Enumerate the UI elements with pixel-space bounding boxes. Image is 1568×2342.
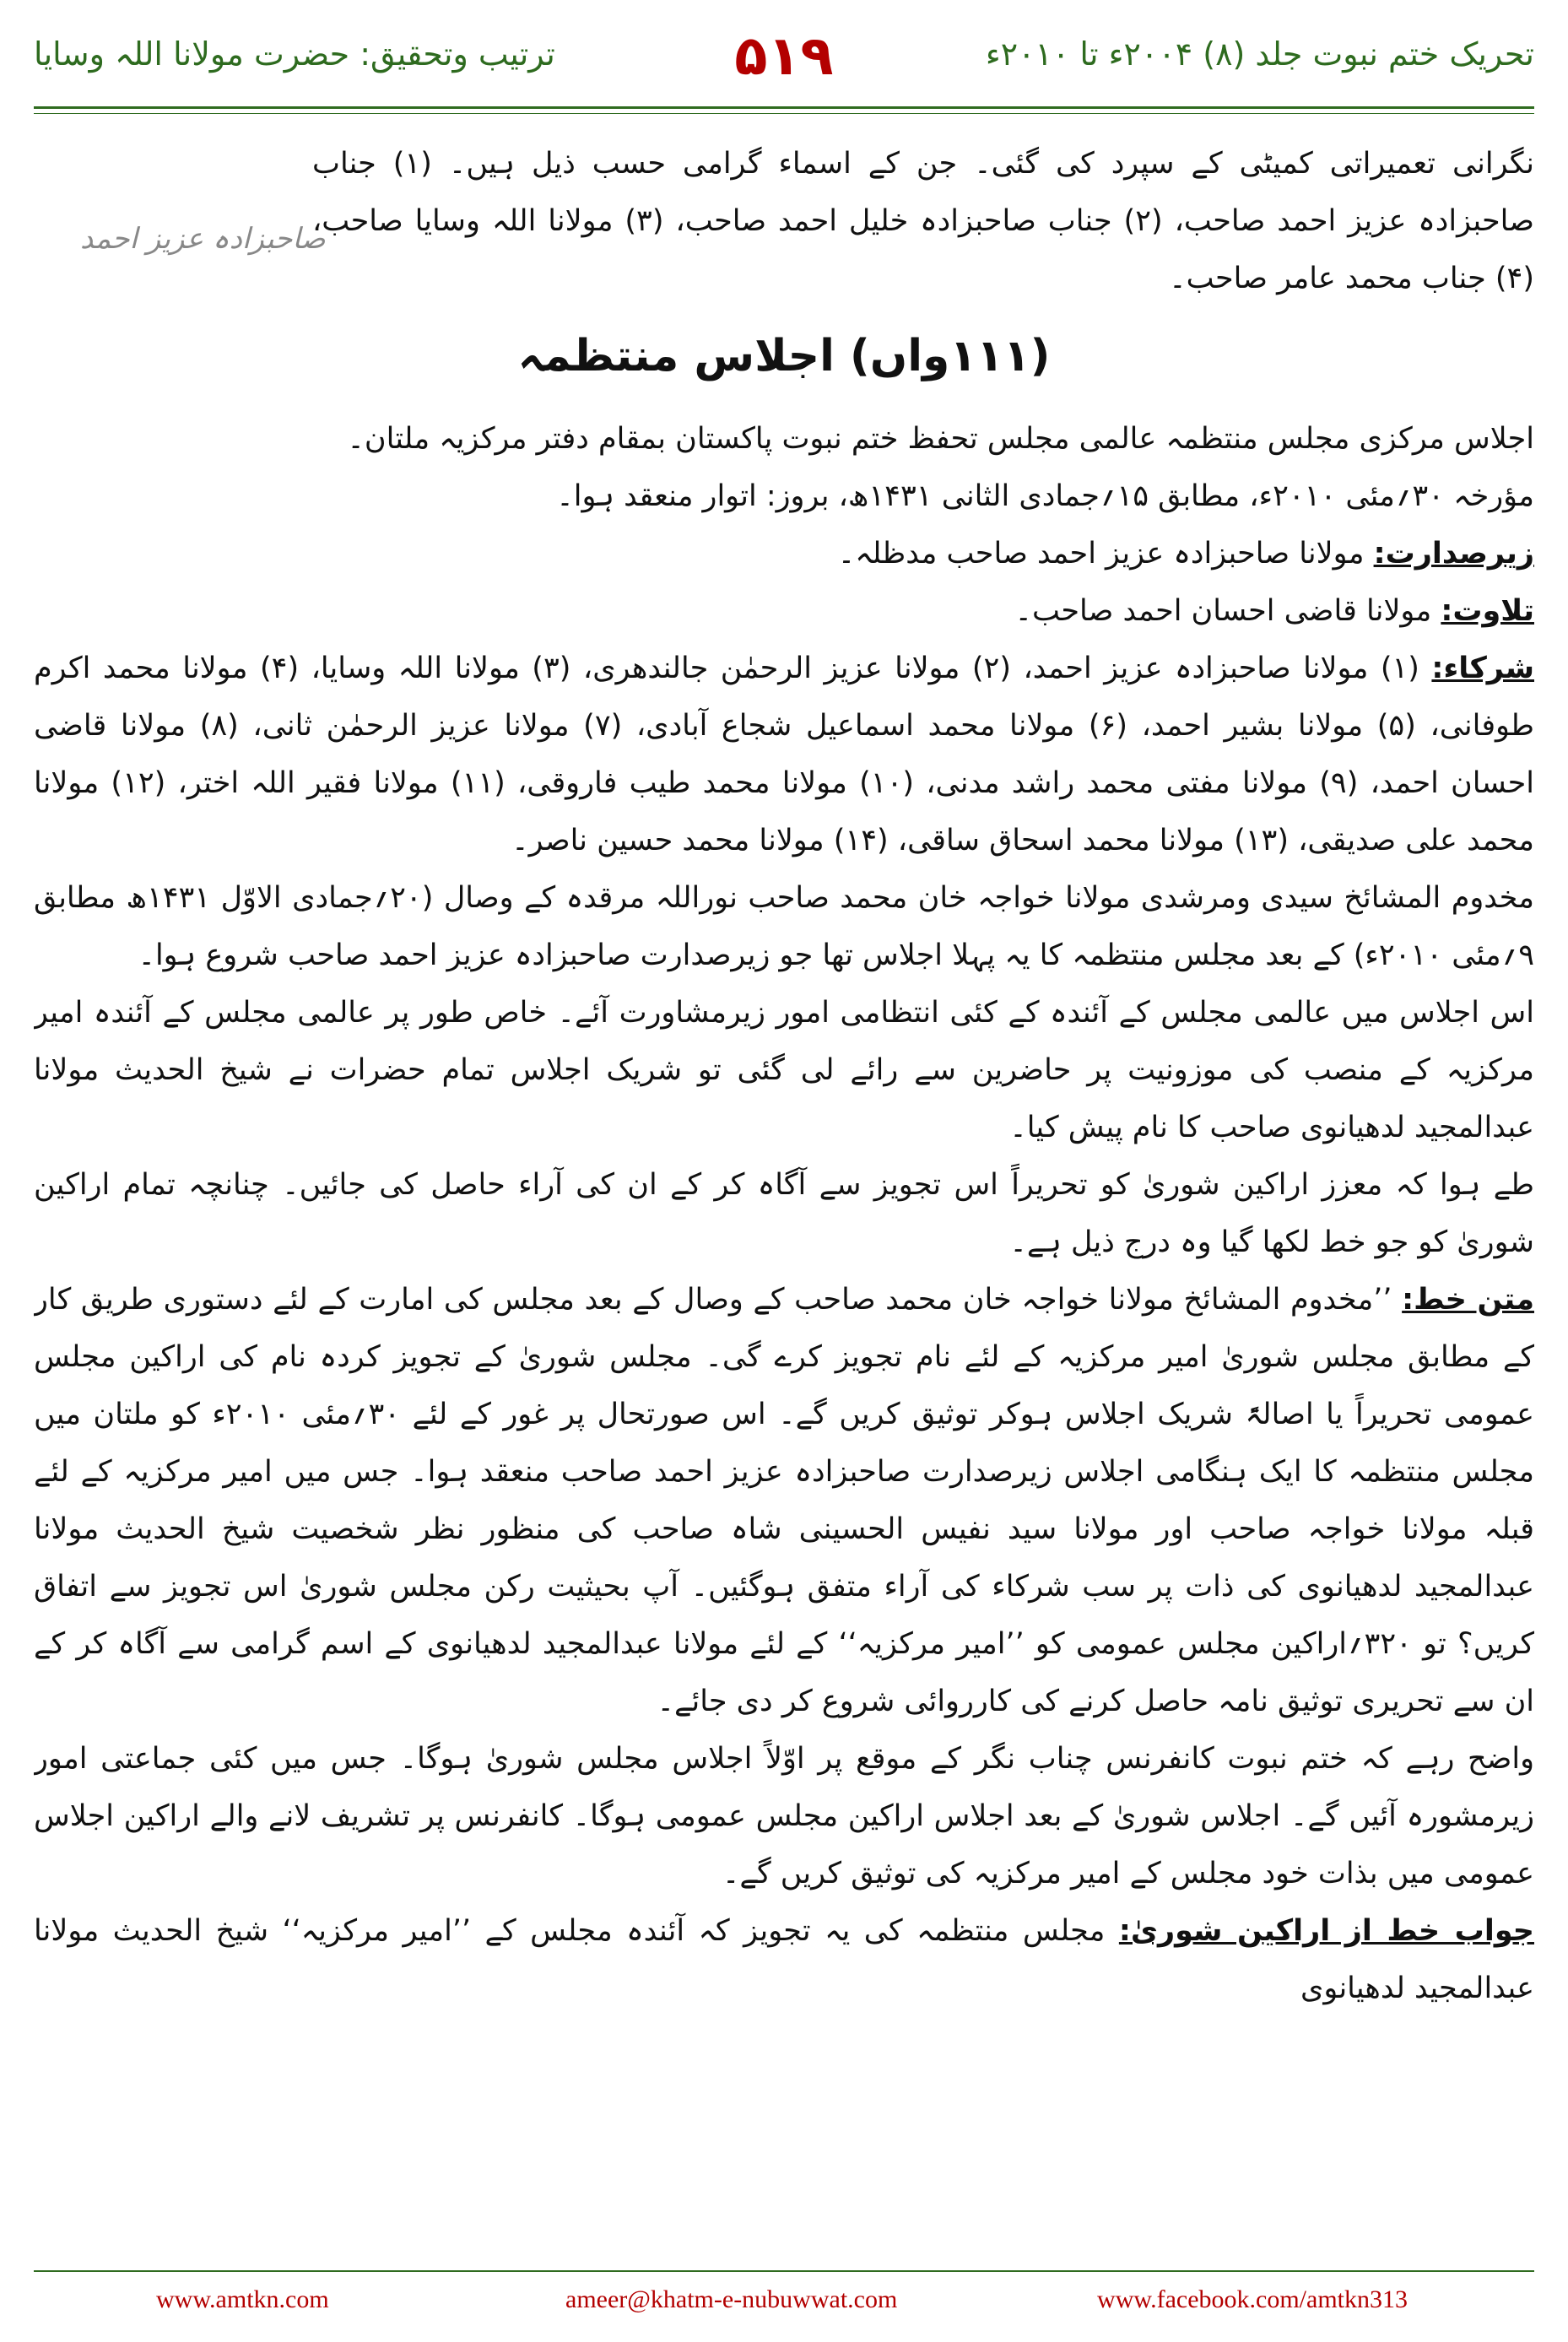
facebook-link[interactable]: www.facebook.com/amtkn313 (1097, 2285, 1408, 2313)
presidency-label: زیرصدارت: (1373, 537, 1534, 571)
paragraph-meeting-date: مؤرخہ ۳۰؍مئی ۲۰۱۰ء، مطابق ۱۵؍جمادی الثانی ۱۴۳۱ھ، بروز: اتوار منعقد ہوا۔ (556, 479, 1534, 513)
handwritten-signature: صاحبزادہ عزیز احمد (80, 222, 326, 256)
paragraph-letter-text (34, 1271, 1534, 1730)
letter-text-body: ’’مخدوم المشائخ مولانا خواجہ خان محمد صاحب کے وصال کے بعد مجلس کی امارت کے لئے دستوری طریق کار کے مطابق مجلس شوریٰ امیر مرکزیہ کے لئے نام تجویز کرے گی۔ مجلس شوریٰ کے تجویز کردہ نام کی اراکین مجلس عمومی تحریراً یا اصالۃً شریک اجلاس ہوکر توثیق کریں گے۔ اس صورتحال پر غور کے لئے ۳۰؍مئی ۲۰۱۰ء کو ملتان میں مجلس منتظمہ کا ایک ہنگامی اجلاس زیرصدارت صاحبزادہ عزیز احمد صاحب منعقد ہوا۔ جس میں امیر مرکزیہ کے لئے قبلہ مولانا خواجہ صاحب اور مولانا سید نفیس الحسینی شاہ صاحب کی منظور نظر شخصیت شیخ الحدیث مولانا عبدالمجید لدھیانوی کی ذات پر سب شرکاء کی آراء متفق ہوگئیں۔ آپ بحیثیت رکن مجلس شوریٰ اس تجویز سے اتفاق کریں؟ تو ۳۲۰؍اراکین مجلس عمومی کو ’’امیر مرکزیہ‘‘ کے لئے مولانا عبدالمجید لدھیانوی کے اسم گرامی سے آگاہ کر کے ان سے تحریری توثیق نامہ حاصل کرنے کی کارروائی شروع کر دی جائے۔ (34, 1283, 1534, 1718)
paragraph-discussion: اس اجلاس میں عالمی مجلس کے آئندہ کے کئی انتظامی امور زیرمشاورت آئے۔ خاص طور پر عالمی مجلس کے آئندہ امیر مرکزیہ کے منصب کی موزونیت پر حاضرین سے رائے لی گئی تو شریک اجلاس تمام حضرات نے شیخ الحدیث مولانا عبدالمجید لدھیانوی صاحب کا نام پیش کیا۔ (34, 996, 1534, 1144)
paragraph-decision: طے ہوا کہ معزز اراکین شوریٰ کو تحریراً اس تجویز سے آگاہ کر کے ان کی آراء حاصل کی جائیں۔ چنانچہ تمام اراکین شوریٰ کو جو خط لکھا گیا وہ درج ذیل ہے۔ (34, 1168, 1534, 1259)
participants-label: شرکاء: (1431, 652, 1534, 685)
page-body (34, 135, 1534, 2186)
compiler-credit: ترتیب وتحقیق: حضرت مولانا اللہ وسایا (34, 35, 555, 73)
paragraph-recitation (34, 582, 1534, 640)
recitation-text: مولانا قاضی احسان احمد صاحب۔ (1014, 594, 1441, 628)
paragraph-committee: نگرانی تعمیراتی کمیٹی کے سپرد کی گئی۔ جن کے اسماء گرامی حسب ذیل ہیں۔ (۱) جناب صاحبزادہ عزیز احمد صاحب، (۲) جناب صاحبزادہ خلیل احمد صاحب، (۳) مولانا اللہ وسایا صاحب، (۴) جناب محمد عامر صاحب۔ (312, 147, 1534, 295)
reply-label: جواب خط از اراکین شوریٰ: (1118, 1914, 1534, 1948)
participants-text: (۱) مولانا صاحبزادہ عزیز احمد، (۲) مولانا عزیز الرحمٰن جالندھری، (۳) مولانا اللہ وسایا، (۴) مولانا محمد اکرم طوفانی، (۵) مولانا بشیر احمد، (۶) مولانا محمد اسماعیل شجاع آبادی، (۷) مولانا عزیز الرحمٰن ثانی، (۸) مولانا قاضی احسان احمد، (۹) مولانا مفتی محمد راشد مدنی، (۱۰) مولانا محمد طیب فاروقی، (۱۱) مولانا فقیر اللہ اختر، (۱۲) مولانا محمد علی صدیقی، (۱۳) مولانا محمد اسحاق ساقی، (۱۴) مولانا محمد حسین ناصر۔ (34, 652, 1534, 857)
paragraph-background: مخدوم المشائخ سیدی ومرشدی مولانا خواجہ خان محمد صاحب نوراللہ مرقدہ کے وصال (۲۰؍جمادی الاوّل ۱۴۳۱ھ مطابق ۹؍مئی ۲۰۱۰ء) کے بعد مجلس منتظمہ کا یہ پہلا اجلاس تھا جو زیرصدارت صاحبزادہ عزیز احمد صاحب شروع ہوا۔ (34, 881, 1534, 972)
paragraph-reply (34, 1902, 1534, 2017)
letter-text-label: متن خط: (1402, 1283, 1534, 1317)
paragraph-presidency (34, 525, 1534, 582)
paragraph-note: واضح رہے کہ ختم نبوت کانفرنس چناب نگر کے موقع پر اوّلاً اجلاس مجلس شوریٰ ہوگا۔ جس میں کئی جماعتی امور زیرمشورہ آئیں گے۔ اجلاس شوریٰ کے بعد اجلاس اراکین مجلس عمومی ہوگا۔ کانفرنس پر تشریف لانے والے اراکین اجلاس عمومی میں بذات خود مجلس کے امیر مرکزیہ کی توثیق کریں گے۔ (34, 1742, 1534, 1890)
presidency-text: مولانا صاحبزادہ عزیز احمد صاحب مدظلہ۔ (837, 537, 1374, 571)
recitation-label: تلاوت: (1441, 594, 1534, 628)
website-link[interactable]: www.amtkn.com (156, 2285, 329, 2313)
page-footer (34, 2270, 1534, 2323)
header-divider-thin (34, 113, 1534, 114)
paragraph-meeting-place: اجلاس مرکزی مجلس منتظمہ عالمی مجلس تحفظ ختم نبوت پاکستان بمقام دفتر مرکزیہ ملتان۔ (347, 422, 1534, 456)
paragraph-participants (34, 640, 1534, 869)
page-number: ۵۱۹ (734, 25, 834, 88)
book-title: تحریک ختم نبوت جلد (۸) ۲۰۰۴ء تا ۲۰۱۰ء (985, 35, 1534, 73)
page-header (34, 25, 1534, 127)
section-heading: (۱۱۱واں) اجلاس منتظمہ (517, 331, 1051, 381)
reply-text: مجلس منتظمہ کی یہ تجویز کہ آئندہ مجلس کے ’’امیر مرکزیہ‘‘ شیخ الحدیث مولانا عبدالمجید لدھیانوی (34, 1914, 1534, 2005)
email-link[interactable]: ameer@khatm-e-nubuwwat.com (565, 2285, 898, 2313)
header-divider (34, 106, 1534, 109)
